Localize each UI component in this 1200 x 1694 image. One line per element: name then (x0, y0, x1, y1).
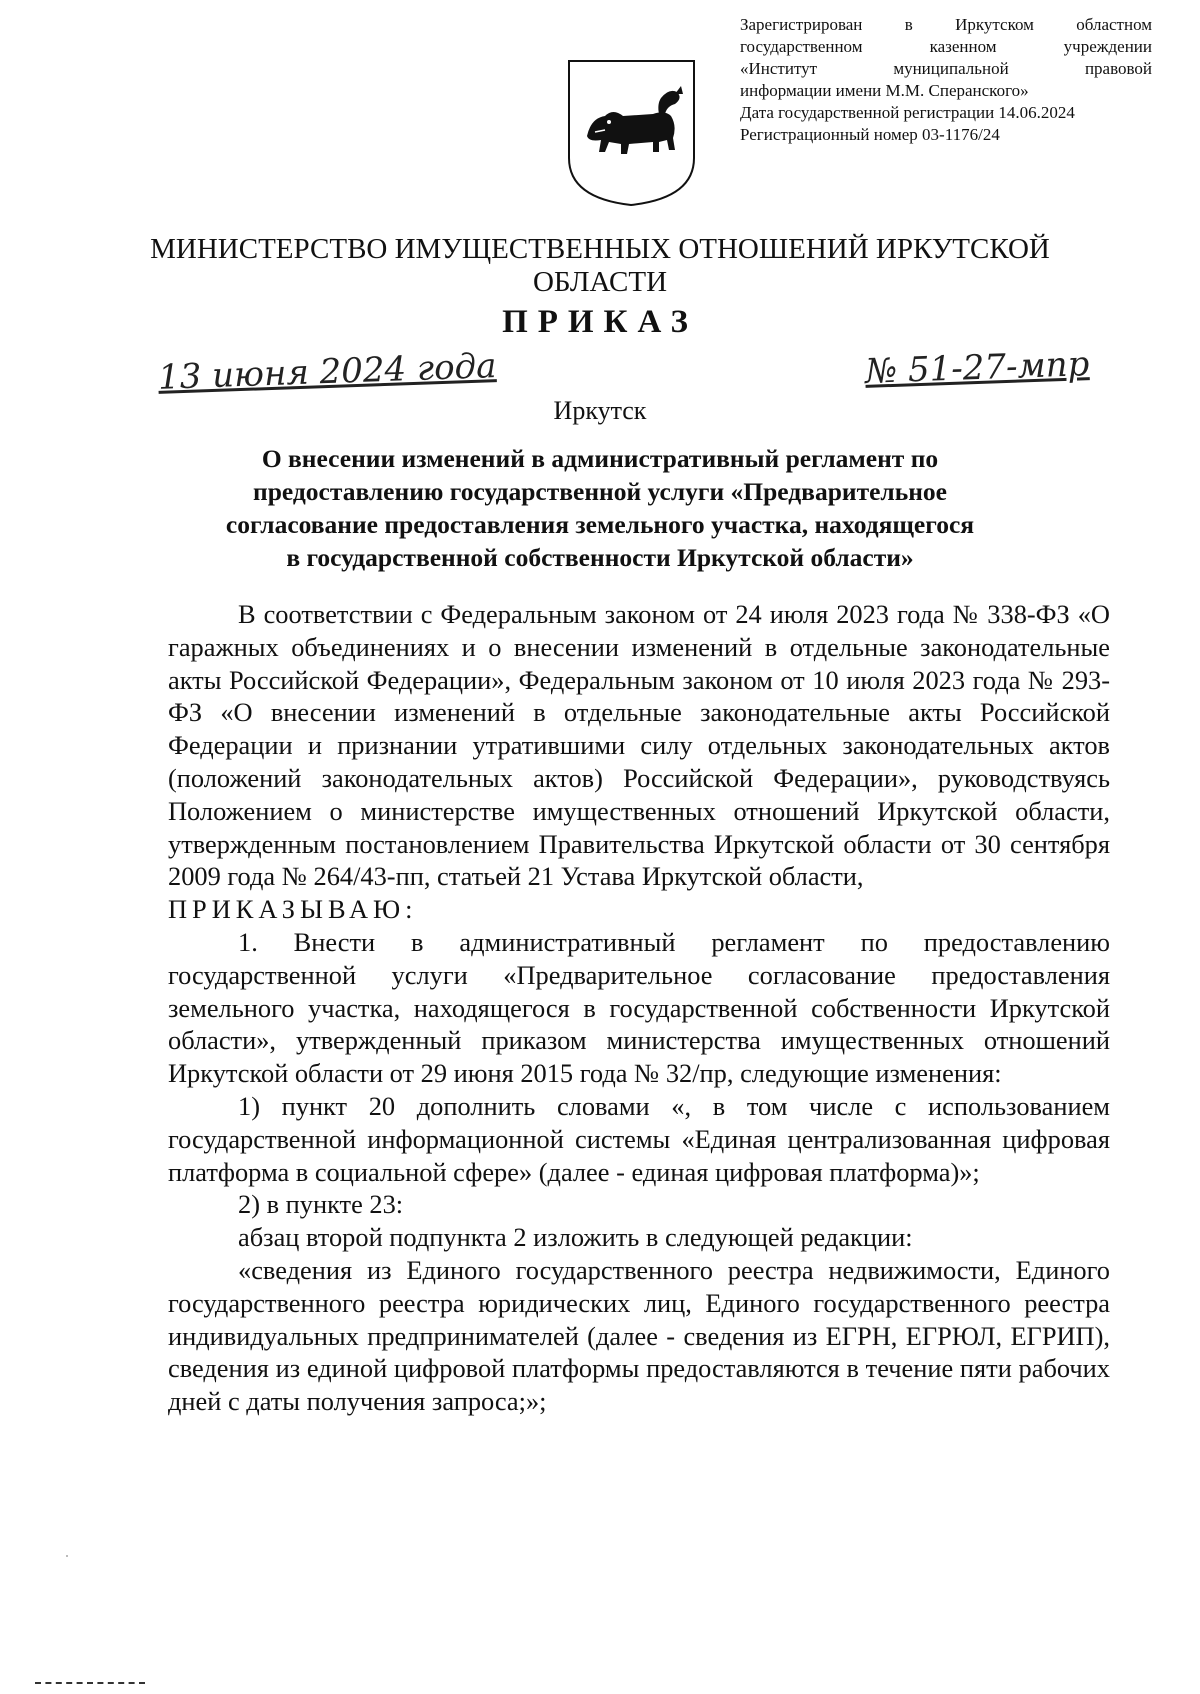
handwritten-order-number: № 51-27-мпр (864, 344, 1090, 392)
registration-line: Зарегистрирован в Иркутском областном (740, 15, 1152, 34)
irkutsk-coat-of-arms-icon (565, 58, 698, 208)
registration-line: государственном казенном учреждении (740, 37, 1152, 56)
subject-line: О внесении изменений в административный регламент по (261, 444, 939, 473)
subitem-2-paragraph: 2) в пункте 23: (238, 1189, 404, 1220)
order-body (168, 598, 1110, 1418)
registration-stamp (740, 14, 1152, 146)
page-footer-line (35, 1682, 145, 1686)
registration-line: информации имени М.М. Сперанского» (740, 81, 1029, 100)
subject-line: предоставлению государственной услуги «Предварительное (253, 477, 947, 506)
subitem-2-text: абзац второй подпункта 2 изложить в следующей редакции: (238, 1222, 913, 1253)
ministry-name (150, 233, 1050, 299)
subject-line: согласование предоставления земельного участка, находящегося (225, 510, 975, 539)
scan-speck (66, 1555, 68, 1557)
quoted-amendment: «сведения из Единого государственного реестра недвижимости, Единого государственного реестра юридических лиц, Единого государственного реестра индивидуальных предпринимателей (далее - сведения из ЕГРН, ЕГРЮЛ, ЕГРИП), сведения из единой цифровой платформы предоставляются в течение пяти рабочих дней с даты получения запроса;»; (168, 1254, 1110, 1417)
registration-number: Регистрационный номер 03-1176/24 (740, 125, 1000, 144)
subitem-1-paragraph: 1) пункт 20 дополнить словами «, в том числе с использованием государственной информационной системы «Единая централизованная цифровая платформа в социальной сфере» (далее - единая цифровая платформа)»; (168, 1090, 1110, 1187)
order-subject (160, 442, 1040, 574)
subject-line: в государственной собственности Иркутской области» (286, 543, 914, 572)
registration-line: «Институт муниципальной правовой (740, 59, 1152, 78)
order-title: ПРИКАЗ (502, 304, 698, 340)
handwritten-date: 13 июня 2024 года (157, 346, 498, 398)
item-1-paragraph: 1. Внести в административный регламент по предоставлению государственной услуги «Предварительное согласование предоставления земельного участка, находящегося в государственной собственности Иркутской области», утвержденный приказом министерства имущественных отношений Иркутской области от 29 июня 2015 года № 32/пр, следующие изменения: (168, 926, 1110, 1089)
city: Иркутск (553, 396, 647, 425)
ministry-name-line: ОБЛАСТИ (532, 266, 668, 298)
decree-word: ПРИКАЗЫВАЮ: (168, 894, 418, 925)
preamble-paragraph: В соответствии с Федеральным законом от 24 июля 2023 года № 338-ФЗ «О гаражных объединениях и о внесении изменений в отдельные законодательные акты Российской Федерации», Федеральным законом от 10 июля 2023 года № 293-ФЗ «О внесении изменений в отдельные законодательные акты Российской Федерации и признании утратившими силу отдельных законодательных актов (положений законодательных актов) Российской Федерации», руководствуясь Положением о министерстве имущественных отношений Иркутской области, утвержденным постановлением Правительства Иркутской области от 30 сентября 2009 года № 264/43-пп, статьей 21 Устава Иркутской области, (168, 599, 1110, 892)
registration-date: Дата государственной регистрации 14.06.2024 (740, 103, 1075, 122)
ministry-name-line: МИНИСТЕРСТВО ИМУЩЕСТВЕННЫХ ОТНОШЕНИЙ ИРКУТСКОЙ (150, 233, 1050, 265)
